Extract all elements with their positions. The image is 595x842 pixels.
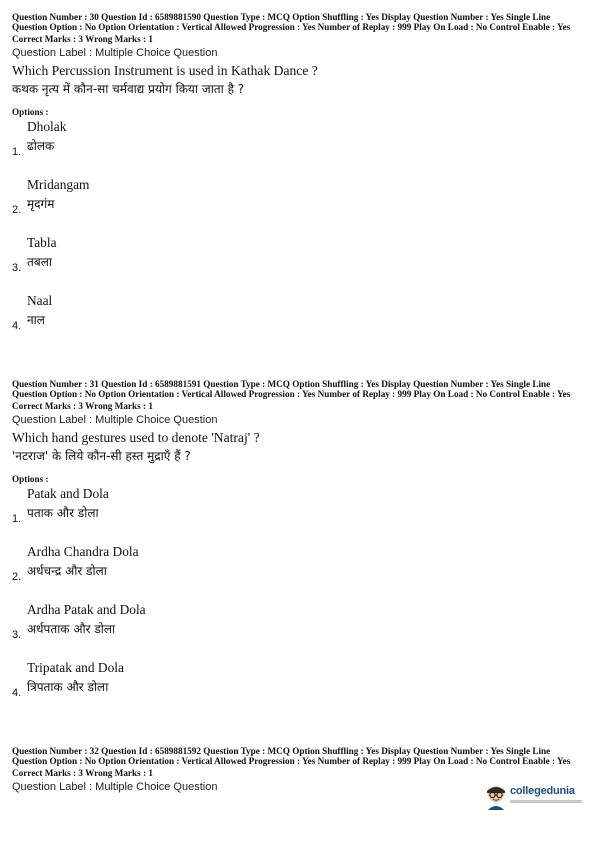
option-item[interactable] [12, 660, 582, 718]
question-block-30 [12, 12, 582, 351]
question-label: Question Label : Multiple Choice Question [12, 47, 218, 60]
question-label: Question Label : Multiple Choice Question [12, 414, 218, 427]
question-marks: Correct Marks : 3 Wrong Marks : 1 [12, 401, 153, 412]
question-label: Question Label : Multiple Choice Question [12, 781, 218, 794]
question-marks: Correct Marks : 3 Wrong Marks : 1 [12, 34, 153, 45]
question-marks: Correct Marks : 3 Wrong Marks : 1 [12, 768, 153, 779]
option-number: 1. [12, 146, 22, 159]
option-text-en: Ardha Patak and Dola [27, 602, 146, 618]
option-text-en: Tabla [27, 235, 57, 251]
options-list [12, 119, 582, 351]
option-item[interactable] [12, 544, 582, 602]
option-item[interactable] [12, 177, 582, 235]
option-item[interactable] [12, 486, 582, 544]
option-number: 4. [12, 320, 22, 333]
option-item[interactable] [12, 119, 582, 177]
option-number: 3. [12, 629, 22, 642]
student-mascot-icon [484, 784, 508, 810]
options-label: Options : [12, 474, 49, 485]
option-text-hi: त्रिपताक और डोला [27, 680, 109, 695]
question-text-hi: 'नटराज' के लिये कौन-सी हस्त मुद्राएँ हैं ? [12, 449, 191, 464]
option-number: 1. [12, 513, 22, 526]
question-text-en: Which Percussion Instrument is used in Kathak Dance ? [12, 63, 318, 79]
logo-tagline-bar [510, 800, 582, 803]
option-text-hi: नाल [27, 313, 45, 328]
option-text-en: Naal [27, 293, 53, 309]
option-number: 3. [12, 262, 22, 275]
option-text-hi: अर्धचन्द्र और डोला [27, 564, 107, 579]
question-block-31 [12, 379, 582, 718]
logo-text: collegedunia [510, 785, 575, 797]
collegedunia-logo [484, 782, 584, 812]
option-text-hi: तबला [27, 255, 52, 270]
option-item[interactable] [12, 602, 582, 660]
option-number: 2. [12, 571, 22, 584]
option-text-en: Ardha Chandra Dola [27, 544, 139, 560]
option-text-en: Dholak [27, 119, 67, 135]
option-text-hi: मृदगंम [27, 197, 55, 212]
option-text-hi: अर्धपताक और डोला [27, 622, 116, 637]
option-text-hi: ढोलक [27, 139, 55, 154]
option-text-en: Tripatak and Dola [27, 660, 124, 676]
option-text-en: Patak and Dola [27, 486, 109, 502]
option-number: 2. [12, 204, 22, 217]
question-meta: Question Number : 31 Question Id : 6589881591 Question Type : MCQ Option Shuffling : Yes Display Question Number : Yes Single Line Question Option : No Option Orientation : Vertical Allowed Progression : Yes Number of Replay : 999 Play On Load : No Control Enable : Yes [12, 379, 571, 400]
options-label: Options : [12, 107, 49, 118]
option-text-hi: पताक और डोला [27, 506, 99, 521]
question-text-en: Which hand gestures used to denote 'Natraj' ? [12, 430, 260, 446]
option-number: 4. [12, 687, 22, 700]
question-meta: Question Number : 32 Question Id : 6589881592 Question Type : MCQ Option Shuffling : Yes Display Question Number : Yes Single Line Question Option : No Option Orientation : Vertical Allowed Progression : Yes Number of Replay : 999 Play On Load : No Control Enable : Yes [12, 746, 571, 767]
options-list [12, 486, 582, 718]
option-item[interactable] [12, 235, 582, 293]
question-text-hi: कथक नृत्य में कौन-सा चर्मवाद्य प्रयोग किया जाता है ? [12, 82, 245, 97]
question-meta: Question Number : 30 Question Id : 6589881590 Question Type : MCQ Option Shuffling : Yes Display Question Number : Yes Single Line Question Option : No Option Orientation : Vertical Allowed Progression : Yes Number of Replay : 999 Play On Load : No Control Enable : Yes [12, 12, 571, 33]
option-text-en: Mridangam [27, 177, 90, 193]
option-item[interactable] [12, 293, 582, 351]
